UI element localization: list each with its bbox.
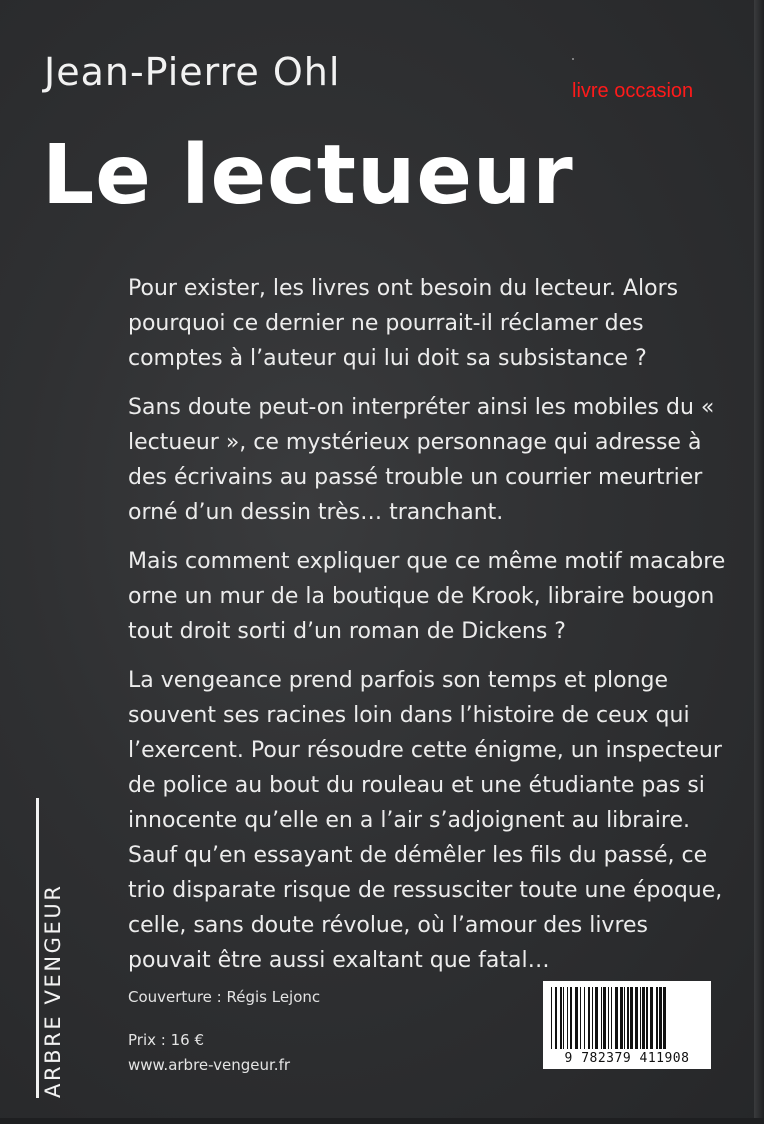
barcode-bar	[608, 987, 609, 1049]
barcode-bar	[570, 987, 572, 1049]
barcode-bar	[646, 987, 648, 1049]
barcode-bar	[635, 987, 638, 1049]
barcode-bar	[563, 987, 564, 1049]
barcode-bar	[642, 987, 645, 1049]
publisher-website: www.arbre-vengeur.fr	[128, 1056, 291, 1074]
barcode-bar	[611, 987, 612, 1049]
barcode-bars	[549, 987, 705, 1049]
barcode-digits: 9 782379 411908	[564, 1051, 690, 1066]
cover-bottom-edge	[0, 1118, 764, 1124]
blurb-paragraph: Mais comment expliquer que ce même motif macabre orne un mur de la boutique de Krook, libraire bougon tout droit sorti d’un roman de Dickens ?	[128, 549, 726, 644]
barcode-bar	[567, 987, 568, 1049]
blurb-paragraph: La vengeance prend parfois son temps et plonge souvent ses racines loin dans l’histoire de ceux qui l’exercent. Pour résoudre cette énigme, un inspecteur de police au bout du rouleau et une étudiante pas si innocente qu’elle en a l’air s’adjoignent au libraire. Sauf qu’en essayant de démêler les fils du passé, ce trio disparate risque de ressusciter toute une époque, celle, sans doute révolue, où l’amour des livres pouvait être aussi exaltant que fatal…	[128, 668, 723, 973]
barcode-bar	[624, 987, 625, 1049]
barcode-bar	[580, 987, 581, 1049]
blurb-paragraph: Pour exister, les livres ont besoin du lecteur. Alors pourquoi ce dernier ne pourrait-il réclamer des comptes à l’auteur qui lui doit sa subsistance ?	[128, 276, 679, 371]
book-title: Le lectueur	[42, 128, 574, 223]
blurb-paragraph: Sans doute peut-on interpréter ainsi les mobiles du « lectueur », ce mystérieux personnage qui adresse à des écrivains au passé trouble un courrier meurtrier orné d’un dessin très… tranchant.	[128, 395, 715, 525]
barcode-bar	[551, 987, 552, 1049]
cover-credit: Couverture : Régis Lejonc	[128, 988, 321, 1006]
barcode-bar	[630, 987, 633, 1049]
barcode-bar	[656, 987, 658, 1049]
barcode-bar	[592, 987, 593, 1049]
used-book-label: livre occasion	[572, 80, 694, 102]
cover-edge	[754, 0, 764, 1124]
barcode-bar	[615, 987, 618, 1049]
barcode-bar	[601, 987, 602, 1049]
author-name: Jean-Pierre Ohl	[44, 50, 341, 94]
barcode-bar	[663, 987, 666, 1049]
barcode-bar	[650, 987, 653, 1049]
barcode	[543, 981, 711, 1069]
barcode-bar	[595, 987, 598, 1049]
barcode-bar	[584, 987, 585, 1049]
barcode-bar	[560, 987, 562, 1049]
blurb	[128, 271, 728, 992]
publisher-name: ARBRE VENGEUR	[41, 883, 65, 1098]
barcode-bar	[603, 987, 606, 1049]
price: Prix : 16 €	[128, 1031, 204, 1049]
barcode-bar	[620, 987, 623, 1049]
barcode-bar	[588, 987, 590, 1049]
barcode-bar	[575, 987, 578, 1049]
barcode-bar	[555, 987, 557, 1049]
barcode-bar	[627, 987, 629, 1049]
barcode-bar	[659, 987, 662, 1049]
dust-speck	[572, 58, 574, 60]
barcode-bar	[640, 987, 641, 1049]
